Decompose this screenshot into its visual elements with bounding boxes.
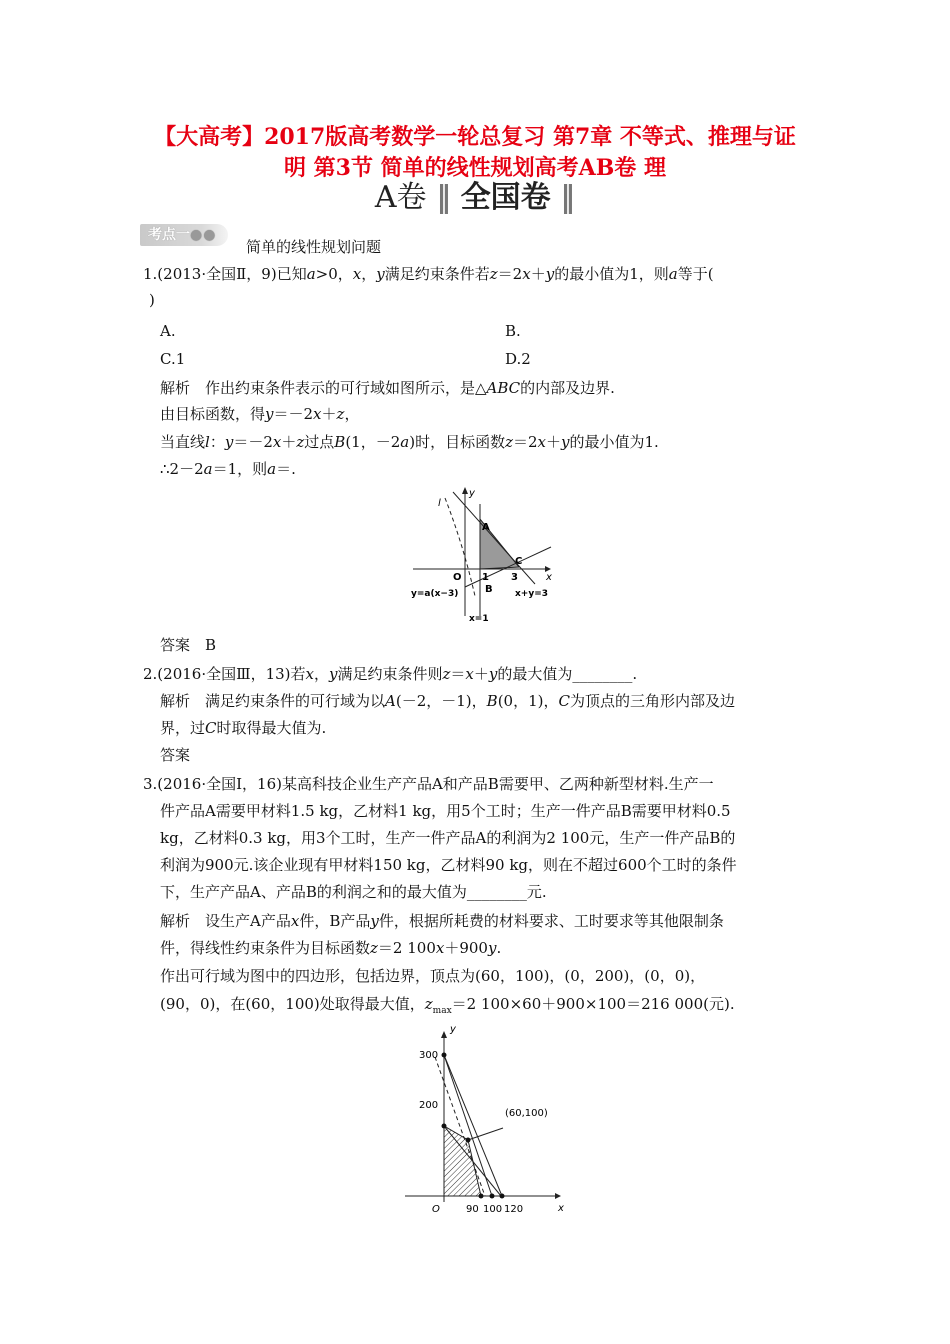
t: 解析 设生产A产品 — [160, 912, 291, 930]
t: ＝－2 — [233, 433, 273, 451]
t: y — [561, 433, 570, 451]
problem-1-analysis-2 — [160, 403, 359, 425]
t: 的最大值为________. — [497, 665, 638, 683]
t: C — [205, 719, 217, 737]
t: z — [424, 995, 433, 1013]
t: x — [352, 265, 362, 283]
t: 界，过 — [160, 719, 206, 737]
t: 过点 — [304, 433, 335, 451]
fig2-x120: 120 — [504, 1204, 524, 1215]
topic-badge — [140, 224, 228, 246]
t: x — [522, 265, 531, 283]
leader-line — [468, 1128, 503, 1140]
t: ＋ — [281, 433, 297, 451]
problem-3-line-1: 3.(2016·全国Ⅰ，16)某高科技企业生产产品A和产品B需要甲、乙两种新型材料.生产一 — [143, 775, 714, 793]
quadrilateral-region — [444, 1126, 481, 1196]
fig1-point-c: C — [515, 556, 523, 567]
point-60-100 — [466, 1138, 471, 1143]
t: (0，1)， — [497, 692, 559, 710]
t: 的内部及边界. — [520, 379, 615, 397]
t: max — [432, 1006, 452, 1016]
fig2-y300: 300 — [419, 1050, 439, 1061]
problem-2-stem — [143, 663, 637, 685]
t: (90，0)，在(60，100)处取得最大值， — [160, 995, 425, 1013]
problem-3-analysis-4 — [160, 993, 735, 1022]
fig1-point-a: A — [482, 522, 490, 533]
t: B — [486, 692, 498, 710]
fig1-y-label: y — [469, 488, 475, 499]
y-axis-arrow — [462, 487, 468, 494]
t: y — [545, 265, 555, 283]
problem-1-stem-2: ) — [149, 291, 155, 309]
t: z — [370, 939, 378, 957]
t: )时，目标函数 — [409, 433, 506, 451]
figure-2-feasible-region — [395, 1022, 570, 1218]
t: y — [488, 665, 498, 683]
t: 由目标函数，得 — [160, 405, 266, 423]
t: ＋ — [546, 433, 562, 451]
t: ＋900 — [444, 939, 488, 957]
t: z — [442, 665, 451, 683]
t: y — [265, 405, 274, 423]
t: a — [267, 460, 277, 478]
t: y — [224, 433, 234, 451]
t: z — [505, 433, 513, 451]
fig1-label-vert: x=1 — [469, 614, 489, 624]
t: x — [435, 939, 445, 957]
problem-3-analysis-2 — [160, 937, 501, 959]
t: 时取得最大值为. — [216, 719, 327, 737]
t: 为顶点的三角形内部及边 — [569, 692, 735, 710]
section-heading — [0, 178, 950, 218]
fig1-l-label: l — [438, 498, 441, 509]
fig1-origin: O — [453, 572, 462, 583]
fig2-x-label: x — [558, 1203, 564, 1214]
option-b: B. — [505, 322, 521, 340]
fig2-origin: O — [432, 1204, 440, 1215]
section-separator: ‖ — [436, 180, 452, 215]
topic-title: 简单的线性规划问题 — [246, 238, 382, 256]
t: 2.(2016·全国Ⅲ，13)若 — [143, 665, 306, 683]
y-axis-arrow — [441, 1031, 447, 1038]
fig2-y200: 200 — [419, 1100, 439, 1111]
fig2-point-label: (60,100) — [505, 1108, 548, 1119]
problem-3-line-4: 利润为900元.该企业现有甲材料150 kg，乙材料90 kg，则在不超过600个工时的条件 — [160, 856, 737, 874]
t: 等于( — [677, 265, 714, 283]
section-separator-2: ‖ — [560, 180, 576, 215]
t: 满足约束条件则 — [337, 665, 443, 683]
t: 件，B产品 — [299, 912, 371, 930]
t: a — [203, 460, 213, 478]
t: >0， — [315, 265, 353, 283]
section-a: A卷 — [374, 180, 427, 215]
t: ＝ — [450, 665, 466, 683]
t: a — [400, 433, 410, 451]
t: z — [296, 433, 305, 451]
t: ＝－2 — [273, 405, 314, 423]
title-line-1: 【大高考】2017版高考数学一轮总复习 第7章 不等式、推理与证 — [154, 124, 796, 150]
topic-badge-text: 考点一 — [148, 227, 190, 243]
x-axis-arrow — [555, 1193, 561, 1199]
t: A — [385, 692, 396, 710]
t: ， — [344, 405, 360, 423]
t: y — [487, 939, 497, 957]
problem-1-answer: 答案 B — [160, 636, 217, 654]
page-title — [120, 122, 830, 184]
fig1-label-sum: x+y=3 — [515, 589, 549, 599]
t: C — [558, 692, 570, 710]
t: B — [334, 433, 346, 451]
t: z — [336, 405, 345, 423]
fig1-x-label: x — [546, 572, 552, 583]
option-d: D.2 — [505, 350, 531, 368]
fig2-x100: 100 — [483, 1204, 503, 1215]
t: y — [329, 665, 338, 683]
t: ＋ — [473, 665, 489, 683]
t: ＋ — [530, 265, 546, 283]
fig2-y-label: y — [450, 1024, 456, 1035]
t: ＝2 100×60＋900×100＝216 000(元). — [451, 995, 735, 1013]
t: ＝2 — [512, 433, 538, 451]
t: x — [290, 912, 300, 930]
t: 当直线 — [160, 433, 206, 451]
problem-1-analysis-4 — [160, 458, 296, 480]
t: x — [537, 433, 546, 451]
t: ＋ — [321, 405, 337, 423]
t: ∴2－2 — [160, 460, 204, 478]
t: 满足约束条件若 — [384, 265, 490, 283]
t: (－2，－1)， — [395, 692, 487, 710]
t: l — [205, 433, 210, 451]
t: ＝2 — [497, 265, 523, 283]
t: ＝2 100 — [377, 939, 436, 957]
t: ABC — [486, 379, 521, 397]
t: a — [668, 265, 678, 283]
topic-badge-dots: ●● — [190, 227, 217, 243]
t: x — [465, 665, 474, 683]
t: 的最小值为1，则 — [554, 265, 669, 283]
t: z — [489, 265, 498, 283]
problem-2-answer: 答案 — [160, 746, 191, 764]
problem-3-line-5: 下，生产产品A、产品B的利润之和的最大值为________元. — [160, 883, 547, 901]
problem-3-analysis-3: 作出可行域为图中的四边形，包括边界，顶点为(60，100)，(0，200)，(0，0)， — [160, 967, 706, 985]
t: (1，－2 — [345, 433, 401, 451]
t: ， — [361, 265, 377, 283]
figure-1-feasible-region — [405, 484, 565, 626]
fig2-x90: 90 — [466, 1204, 479, 1215]
t: . — [496, 939, 502, 957]
point-120-0 — [500, 1194, 505, 1199]
point-0-200 — [442, 1124, 447, 1129]
point-100-0 — [490, 1194, 495, 1199]
t: x — [272, 433, 282, 451]
problem-3-line-2: 件产品A需要甲材料1.5 kg，乙材料1 kg，用5个工时；生产一件产品B需要甲材料0.5 — [160, 802, 731, 820]
problem-1-stem — [143, 263, 714, 285]
problem-1-analysis-1 — [160, 377, 615, 399]
t: 1.(2013·全国Ⅱ，9)已知 — [143, 265, 307, 283]
t: 解析 作出约束条件表示的可行域如图所示，是△ — [160, 379, 487, 397]
fig1-label-curve: y=a(x−3) — [411, 589, 459, 599]
t: y — [376, 265, 385, 283]
option-a: A. — [160, 322, 176, 340]
t: ： — [209, 433, 225, 451]
problem-2-analysis-2 — [160, 717, 326, 739]
title-line-2: 明 第3节 简单的线性规划高考AB卷 理 — [284, 155, 666, 181]
t: a — [306, 265, 316, 283]
fig1-point-b: B — [485, 584, 493, 595]
t: 的最小值为1. — [569, 433, 659, 451]
point-90-0 — [479, 1194, 484, 1199]
fig1-tick-1: 1 — [482, 572, 489, 583]
section-national: 全国卷 — [460, 180, 551, 215]
t: ＝. — [276, 460, 296, 478]
option-c: C.1 — [160, 350, 186, 368]
t: x — [305, 665, 314, 683]
t: y — [370, 912, 379, 930]
problem-3-line-3: kg，乙材料0.3 kg，用3个工时，生产一件产品A的利润为2 100元，生产一件产品B的 — [160, 829, 736, 847]
t: ＝1，则 — [212, 460, 268, 478]
t: ， — [313, 665, 329, 683]
problem-1-analysis-3 — [160, 431, 659, 453]
point-0-300 — [442, 1053, 447, 1058]
t: 解析 满足约束条件的可行域为以 — [160, 692, 386, 710]
t: x — [313, 405, 322, 423]
t: 件，根据所耗费的材料要求、工时要求等其他限制条 — [378, 912, 724, 930]
fig1-tick-3: 3 — [511, 572, 518, 583]
problem-3-analysis-1 — [160, 910, 724, 932]
problem-2-analysis-1 — [160, 690, 735, 712]
t: 件，得线性约束条件为目标函数 — [160, 939, 371, 957]
